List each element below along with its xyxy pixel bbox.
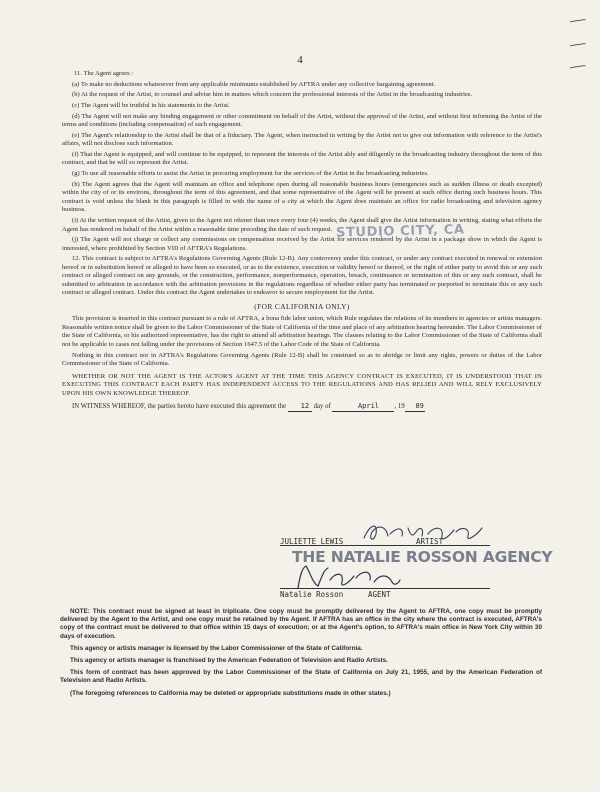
clause-a: (a) To make no deductions whatsoever from any applicable minimums established by AFTRA under any collective bargaining agreement.	[72, 80, 436, 88]
clause-d: (d) The Agent will not make any binding engagement or other commitment on behalf of the Artist, without the approval of the Artist, and without first informing the Artist of the terms and conditions (including compensation) of such engagement.	[62, 112, 542, 129]
clause-i: (i) At the written request of the Artist, given to the Agent not oftener than once every four (4) weeks, the Agent shall give the Artist information in writing, stating what efforts the Agent has rendered on behalf of the Artist within a reasonable time preceding the date of such request.	[62, 217, 542, 233]
city-stamp: STUDIO CITY, CA	[335, 222, 465, 241]
note-label: NOTE:	[70, 608, 90, 615]
california-nothing: Nothing in this contract nor in AFTRA's Regulations Governing Agents (Rule 12-B) shall be construed so as to abridge or limit any rights, powers or duties of the Labor Commissioner of the State of California.	[62, 351, 542, 368]
california-provision: This provision is inserted in this contract pursuant to a rule of AFTRA, a bona fide labor union, which Rule regulates the relations of its members to agencies or artists managers. Reasonable written notice shall be given to the Labor Commissioner of the State of California of the time and place of any arbitration hearing hereunder. The Labor Commissioner of the State of California, or his authorized representative, has the right to attend all arbitration hearings. The clauses relating to the Labor Commissioner of the State of California shall not be applicable to cases not falling under the provisions of Section 1647.5 of the Labor Code of the State of California.	[62, 315, 542, 348]
clause-c: (c) The Agent will be truthful in his statements to the Artist.	[72, 101, 230, 109]
witness-lead: IN WITNESS WHEREOF, the parties hereto have executed this agreement the	[72, 403, 287, 411]
clause-g: (g) To use all reasonable efforts to assist the Artist in procuring employment for the services of the Artist in the broadcasting industries.	[72, 170, 429, 178]
clause-h: (h) The Agent agrees that the Agent will maintain an office and telephone open during all reasonable business hours (emergencies such as sudden illness or death excepted) within the city of or its environs, throughout the term of this agreement, and that some representative of the Agent will be present at such office during such business hours. This contract is void unless the blank in this paragraph is filled in with the name of a city at which the Agent does maintain an office for radio broadcasting and television agency business.	[62, 180, 542, 214]
regulations-caps-paragraph: WHETHER OR NOT THE AGENT IS THE ACTOR'S AGENT AT THE TIME THIS AGENCY CONTRACT IS EXECUTED, IT IS UNDERSTOOD THAT IN EXECUTING THIS CONTRACT EACH PARTY HAS INDEPENDENT ACCESS TO THE REGULATIONS AND HAS RELIED AND WILL RELY EXCLUSIVELY UPON HIS OWN KNOWLEDGE THEREOF.	[62, 372, 542, 397]
margin-mark	[570, 43, 586, 49]
witness-line	[62, 402, 542, 412]
witness-day-of: day of	[313, 403, 331, 411]
franchised-notice: This agency or artists manager is franchised by the American Federation of Television and Radio Artists.	[70, 657, 388, 665]
approval-notice: This form of contract has been approved by the Labor Commissioner of the State of California on July 21, 1955, and by the American Federation of Television and Radio Artists.	[60, 669, 542, 685]
agent-label: AGENT	[368, 590, 391, 599]
agent-signature-line	[280, 588, 490, 589]
notes-section	[60, 608, 542, 702]
signature-block	[272, 526, 572, 606]
agency-stamp: THE NATALIE ROSSON AGENCY	[292, 548, 553, 566]
artist-label: ARTIST	[416, 537, 444, 546]
licensed-notice: This agency or artists manager is licensed by the Labor Commissioner of the State of California.	[70, 644, 363, 652]
artist-name: JULIETTE LEWIS	[280, 537, 344, 546]
clause-f: (f) That the Agent is equipped, and will continue to be equipped, to represent the interests of the Artist ably and diligently in the broadcasting industry throughout the term of this contract, and that he will so represent the Artist.	[62, 150, 542, 167]
section-heading: 11. The Agent agrees :	[74, 70, 134, 77]
page-number: 4	[297, 54, 303, 66]
note-paragraph	[60, 608, 542, 641]
witness-year: 89	[405, 402, 425, 412]
california-references-notice: (The foregoing references to California may be deleted or appropriate substitutions made in other states.)	[70, 689, 391, 697]
clause-e: (e) The Agent's relationship to the Artist shall be that of a fiduciary. The Agent, when instructed in writing by the Artist not to give out information with reference to the Artist's affairs, will not disclose such information.	[62, 131, 542, 148]
clause-12: 12. This contract is subject to AFTRA's Regulations Governing Agents (Rule 12-B). Any controversy under this contract, or under any contract executed in renewal or extension hereof or in substitution hereof or alleged to have been so executed, or as to the existence, execution or validity hereof or thereof, or the right of either party to avoid this or any such contract or alleged contract on any grounds, or the construction, performance, nonperformance, operation, breach, continuance or termination of this or any such contract, shall be submitted to arbitration in accordance with the arbitration provisions in the regulations regardless of whether either party has terminated or purported to terminate this or any such contract or alleged contract. Under this contract the Agent undertakes to endeavor to secure employment for the Artist.	[62, 255, 542, 297]
witness-year-prefix: , 19	[394, 403, 405, 411]
contract-body	[62, 70, 542, 412]
margin-mark	[570, 19, 586, 25]
clause-b: (b) At the request of the Artist, to counsel and advise him in matters which concern the professional interests of the Artist in the broadcasting industries.	[72, 91, 473, 99]
california-heading: (FOR CALIFORNIA ONLY)	[254, 301, 350, 311]
agent-name: Natalie Rosson	[280, 590, 344, 599]
clause-j: (j) The Agent will not charge or collect any commissions on compensation received by the Artist for services rendered by the Artist in a package show in which the Agent is interested, where prohibited by Section VIII of AFTRA's Regulations.	[62, 236, 542, 252]
note-text: This contract must be signed at least in triplicate. One copy must be promptly delivered by the Agent to AFTRA, one copy must be promptly delivered by the Agent to the Artist, and one copy must be retained by the Agent. If AFTRA has an office in the city where the contract is executed, AFTRA's copy of the contract must be delivered to that office within 15 days of execution; or at the Agent's option, to AFTRA's main office in New York City within 30 days of execution.	[60, 608, 542, 640]
witness-month: April	[332, 402, 394, 412]
artist-signature	[358, 520, 488, 546]
witness-day: 12	[288, 402, 312, 412]
